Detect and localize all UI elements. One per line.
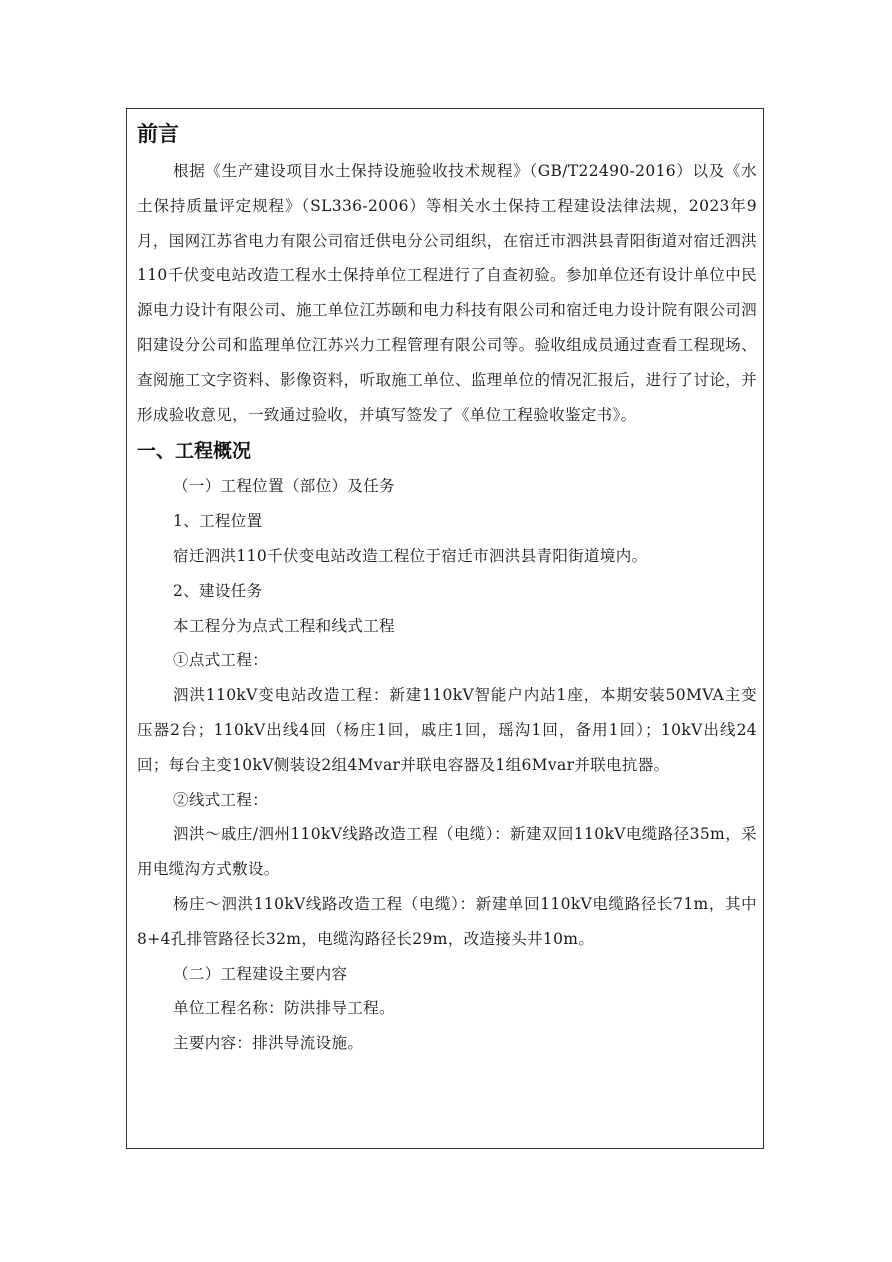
subsection-1-title: （一）工程位置（部位）及任务 [173,477,395,496]
line-project-text-2: 杨庄～泗洪110kV线路改造工程（电缆）：新建单回110kV电缆路径长71m，其中8+4孔排管路径长32m，电缆沟路径长29m，改造接头井10m。 [137,894,757,948]
document-content [137,119,757,1061]
line-project-title: ②线式工程： [173,790,269,809]
intro-text: 本工程分为点式工程和线式工程 [173,616,395,635]
preface-title: 前言 [137,122,179,146]
line-project-text-1: 泗洪～戚庄/泗州110kV线路改造工程（电缆）：新建双回110kV电缆路径35m，采用电缆沟方式敷设。 [137,825,757,879]
item-1-title: 1、工程位置 [173,512,263,531]
item-2-title: 2、建设任务 [173,581,263,600]
point-project-title: ①点式工程： [173,651,269,670]
overview-title: 一、工程概况 [137,440,252,463]
preface-paragraph: 根据《生产建设项目水土保持设施验收技术规程》（GB/T22490-2016）以及《水土保持质量评定规程》（SL336-2006）等相关水土保持工程建设法律法规，2023年9月，国网江苏省电力有限公司宿迁供电分公司组织，在宿迁市泗洪县青阳街道对宿迁泗洪110千伏变电站改造工程水土保持单位工程进行了自查初验。参加单位还有设计单位中民源电力设计有限公司、施工单位江苏颐和电力科技有限公司和宿迁电力设计院有限公司泗阳建设分公司和监理单位江苏兴力工程管理有限公司等。验收组成员通过查看工程现场、查阅施工文字资料、影像资料，听取施工单位、监理单位的情况汇报后，进行了讨论，并形成验收意见，一致通过验收，并填写签发了《单位工程验收鉴定书》。 [137,162,757,424]
document-frame [126,108,764,1149]
point-project-text: 泗洪110kV变电站改造工程：新建110kV智能户内站1座，本期安装50MVA主变压器2台；110kV出线4回（杨庄1回，戚庄1回，瑶沟1回，备用1回）；10kV出线24回；每台主变10kV侧装设2组4Mvar并联电容器及1组6Mvar并联电抗器。 [137,686,757,774]
main-content-text: 主要内容：排洪导流设施。 [173,1034,364,1053]
subsection-2-title: （二）工程建设主要内容 [173,964,348,983]
location-text: 宿迁泗洪110千伏变电站改造工程位于宿迁市泗洪县青阳街道境内。 [173,546,648,565]
unit-name-text: 单位工程名称：防洪排导工程。 [173,999,395,1018]
